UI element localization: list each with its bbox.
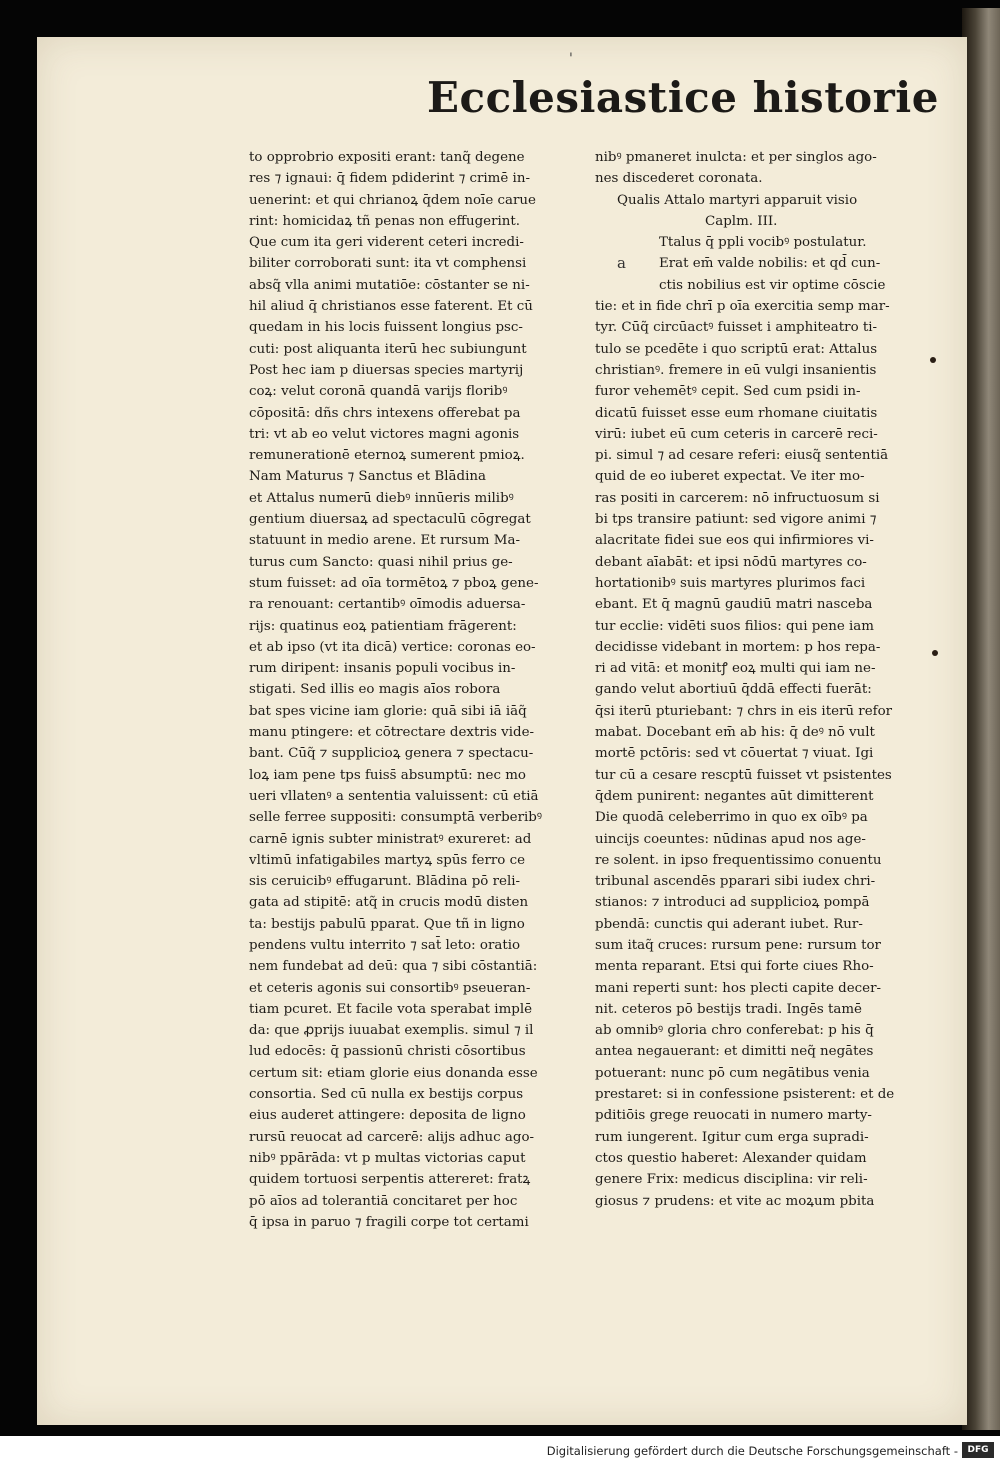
text-line: consortia. Sed cū nulla ex bestijs corpus xyxy=(249,1087,524,1103)
text-line: q̄ ipsa in paruo ⁊ fragili corpe tot certami xyxy=(249,1214,529,1230)
text-line: Nam Maturus ⁊ Sanctus et Blādina xyxy=(249,469,486,485)
text-line: uenerint: et qui chrianoꝝ q̄dem noīe carue xyxy=(249,192,536,208)
text-line: tie: et in fide chrī p oīa exercitia semp mar- xyxy=(595,299,890,315)
text-line: uincijs coeuntes: nūdinas apud nos age- xyxy=(595,831,866,847)
text-line: selle ferree suppositi: consumptā verberibꝰ xyxy=(249,810,542,826)
text-line: tri: vt ab eo velut victores magni agonis xyxy=(249,426,520,442)
text-line: biliter corroborati sunt: ita vt comphensi xyxy=(249,256,527,272)
text-line: decidisse videbant in mortem: p hos repa- xyxy=(595,639,881,655)
initial-guide-letter: a xyxy=(617,254,626,273)
running-head: Ecclesiastice historie xyxy=(427,73,939,122)
text-line: q̄si iterū pturiebant: ⁊ chrs in eis iterū refor xyxy=(595,703,893,719)
text-line: sum itaq̃ cruces: rursum pene: rursum tor xyxy=(595,937,881,953)
text-line: bant. Cūq̃ ⁊ supplicioꝝ genera ⁊ spectacu- xyxy=(249,746,534,762)
text-line: cōpositā: dñs chrs intexens offerebat pa xyxy=(249,405,521,421)
text-line: et ceteris agonis sui consortibꝰ pseueran- xyxy=(249,980,531,996)
text-line: et Attalus numerū diebꝰ innūeris milibꝰ xyxy=(249,490,514,506)
text-line: pendens vultu interrito ⁊ sat̄ leto: oratio xyxy=(249,937,521,953)
text-line-content: Erat em̄ valde nobilis: et qd̄ cun- xyxy=(659,256,881,272)
text-line: mabat. Docebant em̄ ab his: q̄ deꝰ nō vult xyxy=(595,725,875,741)
text-line: rum diripent: insanis populi vocibus in- xyxy=(249,661,516,677)
text-line: stum fuisset: ad oīa tormētoꝝ ⁊ pboꝝ gene- xyxy=(249,575,539,591)
text-line: eius auderet attingere: deposita de ligno xyxy=(249,1108,526,1124)
text-line: christianꝰ. fremere in eū vulgi insanientis xyxy=(595,362,877,378)
text-line: ra renouant: certantibꝰ oīmodis aduersa- xyxy=(249,597,526,613)
text-line: re solent. in ipso frequentissimo conuentu xyxy=(595,852,882,868)
text-line: statuunt in medio arene. Et rursum Ma- xyxy=(249,533,520,549)
text-line: ta: bestijs pabulū pparat. Que tñ in ligno xyxy=(249,916,525,932)
funding-credit: Digitalisierung gefördert durch die Deutsche Forschungsgemeinschaft - xyxy=(546,1444,958,1458)
text-line: stianos: ⁊ introduci ad supplicioꝝ pompā xyxy=(595,895,870,911)
text-line xyxy=(595,275,929,296)
footer-bar xyxy=(0,1436,1000,1466)
text-line: nes discederet coronata. xyxy=(595,171,763,187)
text-line: coꝝ: velut coronā quandā varijs floribꝰ xyxy=(249,384,508,400)
ink-spot xyxy=(932,650,938,656)
text-line: mortē pctōris: sed vt cōuertat ⁊ viuat. Igi xyxy=(595,746,874,762)
text-line: stigati. Sed illis eo magis aīos robora xyxy=(249,682,501,698)
manuscript-page xyxy=(37,37,967,1425)
text-line: pō aīos ad tolerantiā concitaret per hoc xyxy=(249,1193,518,1209)
text-line: absq̃ vlla animi mutatiōe: cōstanter se ni- xyxy=(249,277,530,293)
text-line: virū: iubet eū cum ceteris in carcerē reci- xyxy=(595,426,878,442)
text-line: debant aīabāt: et ipsi nōdū martyres co- xyxy=(595,554,867,570)
text-line: bi tps transire patiunt: sed vigore animi ⁊ xyxy=(595,512,877,528)
text-line: menta reparant. Etsi qui forte ciues Rho- xyxy=(595,959,874,975)
text-line: to opprobrio expositi erant: tanq̃ degene xyxy=(249,150,525,165)
text-line: gando velut abortiuū q̄ddā effecti fuerāt: xyxy=(595,682,872,698)
text-line: da: que ꝓprijs iuuabat exemplis. simul ⁊ il xyxy=(249,1023,534,1039)
text-line: lud edocēs: q̄ passionū christi cōsortibus xyxy=(249,1044,526,1060)
text-line: dicatū fuisset esse eum rhomane ciuitatis xyxy=(595,405,878,421)
text-line: quid de eo iuberet expectat. Ve iter mo- xyxy=(595,469,865,485)
text-line: ri ad vitā: et monitꝭ eoꝝ multi qui iam ne- xyxy=(595,661,876,677)
text-line: mani reperti sunt: hos plecti capite decer- xyxy=(595,980,882,996)
text-line: genere Frix: medicus disciplina: vir reli- xyxy=(595,1172,868,1188)
right-text-column xyxy=(595,147,929,1212)
text-line: Die quodā celeberrimo in quo ex oībꝰ pa xyxy=(595,810,868,826)
text-line: tyr. Cūq̃ circūactꝰ fuisset i amphiteatro ti- xyxy=(595,320,878,336)
text-line: remunerationē eternoꝝ sumerent pmioꝝ. xyxy=(249,448,525,464)
text-line: bat spes vicine iam glorie: quā sibi iā iāq̃ xyxy=(249,703,527,719)
text-line: cuti: post aliquanta iterū hec subiungunt xyxy=(249,341,527,357)
text-line: res ⁊ ignaui: q̄ fidem pdiderint ⁊ crimē in- xyxy=(249,171,530,187)
text-line: tur ecclie: vidēti suos filios: qui pene iam xyxy=(595,618,874,634)
text-line: Que cum ita geri viderent ceteri incredi- xyxy=(249,235,524,251)
text-line: ueri vllatenꝰ a sententia valuissent: cū etiā xyxy=(249,788,539,804)
text-line: gata ad stipitē: atq̃ in crucis modū disten xyxy=(249,895,529,911)
text-line: tulo se pcedēte i quo scriptū erat: Attalus xyxy=(595,341,878,357)
text-line: pi. simul ⁊ ad cesare referi: eiusq̃ sententiā xyxy=(595,448,889,464)
text-line: hortationibꝰ suis martyres plurimos faci xyxy=(595,575,866,591)
text-line: manu ptingere: et cōtrectare dextris vide- xyxy=(249,725,535,741)
chapter-number: Caplm. III. xyxy=(705,213,778,229)
chapter-heading: Qualis Attalo martyri apparuit visio xyxy=(617,192,858,208)
text-line: quedam in his locis fuissent longius psc- xyxy=(249,320,523,336)
text-line-content: ctis nobilius est vir optime cōscie xyxy=(659,277,886,293)
left-text-column xyxy=(249,147,581,1233)
text-line: loꝝ iam pene tps fuiss̄ absumptū: nec mo xyxy=(249,767,526,783)
text-line: rum iungerent. Igitur cum erga supradi- xyxy=(595,1129,869,1145)
text-line: quidem tortuosi serpentis attereret: fratꝝ xyxy=(249,1172,531,1188)
text-line: tribunal ascendēs pparari sibi iudex chri- xyxy=(595,874,876,890)
text-line: furor vehemētꝰ cepit. Sed cum psidi in- xyxy=(595,384,861,400)
text-line: nem fundebat ad deū: qua ⁊ sibi cōstantiā: xyxy=(249,959,538,975)
text-line: nibꝰ pmaneret inulcta: et per singlos ago- xyxy=(595,150,877,165)
adjacent-page-edge xyxy=(962,8,1000,1430)
text-line: tur cū a cesare rescptū fuisset vt psistentes xyxy=(595,767,892,783)
text-line: giosus ⁊ prudens: et vite ac moꝝum pbita xyxy=(595,1193,875,1209)
text-line: gentium diuersaꝝ ad spectaculū cōgregat xyxy=(249,512,531,528)
text-line: certum sit: etiam glorie eius donanda esse xyxy=(249,1065,538,1081)
text-line: ebant. Et q̄ magnū gaudiū matri nasceba xyxy=(595,597,873,613)
text-line: pditiōis grege reuocati in numero marty- xyxy=(595,1108,872,1124)
text-line: antea negauerant: et dimitti neq̃ negātes xyxy=(595,1044,874,1060)
text-line: et ab ipso (vt ita dicā) vertice: coronas eo- xyxy=(249,639,536,655)
text-line xyxy=(595,232,929,253)
text-line: ras positi in carcerem: nō infructuosum si xyxy=(595,490,880,506)
text-line: vltimū infatigabiles martyꝝ spūs ferro ce xyxy=(249,852,525,868)
dfg-logo: DFG xyxy=(962,1442,994,1458)
header-mark: ' xyxy=(569,51,573,67)
text-line: pbendā: cunctis qui aderant iubet. Rur- xyxy=(595,916,863,932)
ink-spot xyxy=(930,357,936,363)
text-line: sis ceruicibꝰ effugarunt. Blādina pō reli- xyxy=(249,874,521,890)
text-line: nibꝰ ppārāda: vt p multas victorias caput xyxy=(249,1150,526,1166)
text-line: tiam pcuret. Et facile vota sperabat implē xyxy=(249,1001,533,1017)
text-line-content: Ttalus q̄ ppli vocibꝰ postulatur. xyxy=(659,235,867,251)
text-line: alacritate fidei sue eos qui infirmiores vi- xyxy=(595,533,874,549)
text-line: nit. ceteros pō bestijs tradi. Ingēs tamē xyxy=(595,1001,862,1017)
text-line: q̄dem punirent: negantes aūt dimitterent xyxy=(595,788,874,804)
text-line: turus cum Sancto: quasi nihil prius ge- xyxy=(249,554,513,570)
text-line: rursū reuocat ad carcerē: alijs adhuc ago- xyxy=(249,1129,535,1145)
text-line: ctos questio haberet: Alexander quidam xyxy=(595,1150,867,1166)
text-line xyxy=(595,253,929,274)
text-line: carnē ignis subter ministratꝰ exureret: ad xyxy=(249,831,532,847)
text-line: potuerant: nunc pō cum negātibus venia xyxy=(595,1065,870,1081)
text-line: Post hec iam p diuersas species martyrij xyxy=(249,362,524,378)
text-line: rint: homicidaꝝ tñ penas non effugerint. xyxy=(249,213,521,229)
text-line: hil aliud q̄ christianos esse faterent. Et cū xyxy=(249,299,533,315)
text-line: ab omnibꝰ gloria chro conferebat: p his q̄ xyxy=(595,1023,874,1039)
text-line: rijs: quatinus eoꝝ patientiam frāgerent: xyxy=(249,618,517,634)
text-line: prestaret: si in confessione psisterent: et de xyxy=(595,1087,895,1103)
